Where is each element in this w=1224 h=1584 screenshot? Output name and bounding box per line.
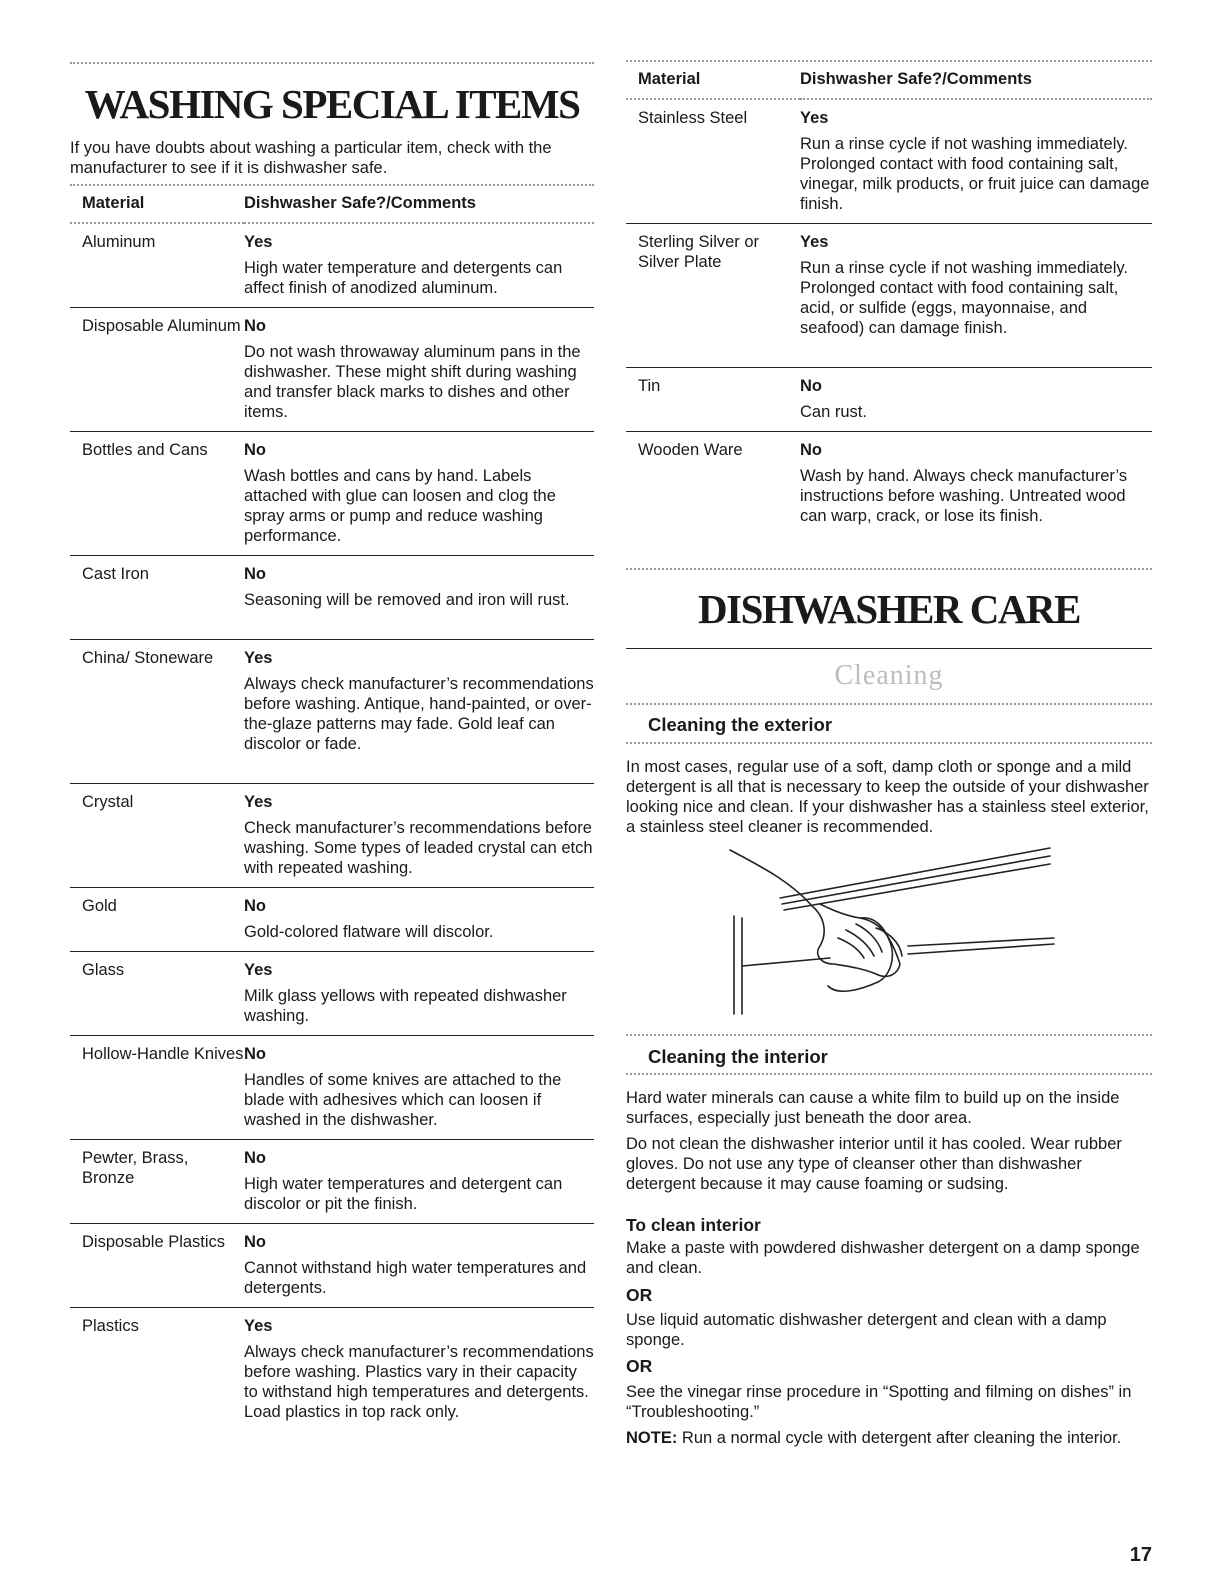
step-2: Use liquid automatic dishwasher detergent and clean with a damp sponge. bbox=[626, 1311, 1107, 1349]
material-cell: Crystal bbox=[82, 792, 134, 811]
safe-value: No bbox=[244, 1232, 266, 1251]
comment-text: Always check manufacturer’s recommendations before washing. Plastics vary in their capacity to withstand high temperatures and detergents. Load plastics in top rack only. bbox=[244, 1342, 594, 1421]
comment-text: Cannot withstand high water temperatures and detergents. bbox=[244, 1258, 587, 1297]
note-label: NOTE: bbox=[626, 1429, 678, 1447]
comment-text: Run a rinse cycle if not washing immediately. Prolonged contact with food containing salt, acid, or sulfide (eggs, mayonnaise, and seafood) can damage finish. bbox=[800, 258, 1129, 337]
interior-heading: Cleaning the interior bbox=[648, 1046, 828, 1067]
safe-value: No bbox=[244, 1148, 266, 1167]
col-header-material: Material bbox=[82, 194, 145, 212]
comment-text: High water temperature and detergents can affect finish of anodized aluminum. bbox=[244, 259, 563, 297]
exterior-rule-top bbox=[626, 703, 1152, 705]
comment-cell bbox=[244, 639, 594, 783]
comment-cell bbox=[244, 307, 594, 431]
interior-text-2: Do not clean the dishwasher interior until it has cooled. Wear rubber gloves. Do not use any type of cleanser other than dishwasher detergent because it may cause foaming or sudsing. bbox=[626, 1135, 1122, 1193]
interior-text-1: Hard water minerals can cause a white film to build up on the inside surfaces, especially just beneath the door area. bbox=[626, 1089, 1120, 1127]
comment-cell bbox=[244, 1307, 594, 1449]
table-row bbox=[70, 431, 594, 555]
or-label-2: OR bbox=[626, 1356, 653, 1376]
comment-text: Always check manufacturer’s recommendations before washing. Antique, hand-painted, or over-the-glaze patterns may fade. Gold leaf can discolor or fade. bbox=[244, 674, 594, 753]
material-cell: Sterling Silver or Silver Plate bbox=[638, 232, 760, 271]
comment-text: Check manufacturer’s recommendations before washing. Some types of leaded crystal can etch with repeated washing. bbox=[244, 818, 593, 877]
material-cell: China/ Stoneware bbox=[82, 648, 214, 667]
comment-text: Handles of some knives are attached to the blade with adhesives which can loosen if washed in the dishwasher. bbox=[244, 1070, 562, 1129]
table-row bbox=[626, 223, 1152, 367]
to-clean-heading: To clean interior bbox=[626, 1215, 761, 1235]
interior-rule-bottom bbox=[626, 1073, 1152, 1075]
note bbox=[626, 1428, 1152, 1448]
material-cell: Wooden Ware bbox=[638, 440, 743, 459]
safe-value: No bbox=[800, 376, 822, 395]
safe-value: No bbox=[244, 440, 266, 459]
safe-value: Yes bbox=[244, 1316, 273, 1335]
step-1: Make a paste with powdered dishwasher detergent on a damp sponge and clean. bbox=[626, 1239, 1140, 1277]
material-cell: Pewter, Brass, Bronze bbox=[82, 1148, 189, 1187]
interior-rule-top bbox=[626, 1034, 1152, 1036]
materials-table bbox=[70, 193, 594, 1449]
table-row bbox=[626, 431, 1152, 555]
material-cell: Tin bbox=[638, 376, 661, 395]
safe-value: Yes bbox=[244, 233, 273, 251]
top-dotted-rule bbox=[70, 62, 594, 64]
material-cell: Stainless Steel bbox=[638, 109, 748, 127]
comment-cell bbox=[244, 887, 594, 951]
section-title: WASHING SPECIAL ITEMS bbox=[84, 81, 580, 127]
material-cell: Aluminum bbox=[82, 233, 156, 251]
wiping-illustration bbox=[720, 846, 1056, 1018]
safe-value: Yes bbox=[244, 648, 273, 667]
table-row bbox=[70, 1223, 594, 1307]
comment-cell bbox=[244, 1223, 594, 1307]
comment-text: Milk glass yellows with repeated dishwasher washing. bbox=[244, 986, 567, 1025]
comment-cell bbox=[244, 1035, 594, 1139]
comment-cell bbox=[800, 223, 1152, 367]
safe-value: No bbox=[244, 316, 266, 335]
table-row bbox=[70, 555, 594, 639]
step-3: See the vinegar rinse procedure in “Spotting and filming on dishes” in “Troubleshooting.” bbox=[626, 1383, 1132, 1421]
table-row bbox=[70, 887, 594, 951]
safe-value: Yes bbox=[244, 792, 273, 811]
table-row bbox=[70, 1035, 594, 1139]
table-row bbox=[70, 307, 594, 431]
comment-text: Seasoning will be removed and iron will rust. bbox=[244, 590, 570, 609]
comment-cell bbox=[800, 367, 1152, 431]
col-header-safe: Dishwasher Safe?/Comments bbox=[244, 194, 476, 212]
table-row bbox=[70, 639, 594, 783]
table-row bbox=[626, 367, 1152, 431]
comment-text: High water temperatures and detergent can discolor or pit the finish. bbox=[244, 1174, 563, 1213]
material-cell: Bottles and Cans bbox=[82, 440, 208, 459]
table-row bbox=[70, 223, 594, 307]
header-dotted-rule bbox=[70, 184, 594, 186]
or-label-1: OR bbox=[626, 1285, 653, 1305]
comment-cell bbox=[244, 223, 594, 307]
col-header-safe: Dishwasher Safe?/Comments bbox=[800, 70, 1032, 88]
comment-cell bbox=[244, 783, 594, 887]
panel-top-line bbox=[780, 848, 1050, 898]
sponge-cloth bbox=[828, 918, 892, 991]
page-number: 17 bbox=[1129, 1544, 1152, 1566]
col-header-material: Material bbox=[638, 70, 701, 88]
safe-value: No bbox=[244, 896, 266, 915]
exterior-heading: Cleaning the exterior bbox=[648, 714, 833, 735]
comment-cell bbox=[800, 431, 1152, 555]
safe-value: Yes bbox=[244, 960, 273, 979]
table-row bbox=[70, 951, 594, 1035]
comment-cell bbox=[244, 951, 594, 1035]
materials-table-continued bbox=[626, 69, 1152, 555]
material-cell: Glass bbox=[82, 960, 125, 979]
intro-text: If you have doubts about washing a particular item, check with the manufacturer to see if it is dishwasher safe. bbox=[70, 139, 552, 177]
table-row bbox=[626, 99, 1152, 223]
comment-text: Gold-colored flatware will discolor. bbox=[244, 922, 494, 941]
comment-cell bbox=[800, 99, 1152, 223]
table-row bbox=[70, 783, 594, 887]
table-row bbox=[70, 1307, 594, 1449]
safe-value: Yes bbox=[800, 232, 829, 251]
material-cell: Disposable Aluminum bbox=[82, 316, 241, 335]
safe-value: No bbox=[800, 440, 822, 459]
note-text: Run a normal cycle with detergent after cleaning the interior. bbox=[677, 1429, 1122, 1447]
comment-text: Wash bottles and cans by hand. Labels attached with glue can loosen and clog the spray arms or pump and reduce washing performance. bbox=[244, 466, 556, 545]
care-dotted-rule bbox=[626, 568, 1152, 570]
comment-cell bbox=[244, 1139, 594, 1223]
exterior-text: In most cases, regular use of a soft, damp cloth or sponge and a mild detergent is all that is necessary to keep the outside of your dishwasher looking nice and clean. If your dishwasher has a stainless steel exterior, a stainless steel cleaner is recommended. bbox=[626, 758, 1149, 836]
hand-outline bbox=[730, 850, 900, 976]
exterior-rule-bottom bbox=[626, 742, 1152, 744]
comment-text: Run a rinse cycle if not washing immediately. Prolonged contact with food containing salt, vinegar, milk products, or fruit juice can damage finish. bbox=[800, 135, 1150, 213]
table-row bbox=[70, 1139, 594, 1223]
material-cell: Cast Iron bbox=[82, 564, 149, 583]
safe-value: No bbox=[244, 564, 266, 583]
comment-text: Can rust. bbox=[800, 402, 867, 421]
top-dotted-rule-right bbox=[626, 60, 1152, 62]
material-cell: Plastics bbox=[82, 1316, 139, 1335]
safe-value: Yes bbox=[800, 109, 829, 127]
material-cell: Disposable Plastics bbox=[82, 1232, 226, 1251]
comment-text: Do not wash throwaway aluminum pans in the dishwasher. These might shift during washing and transfer black marks to dishes and other items. bbox=[244, 342, 581, 421]
cleaning-label: Cleaning bbox=[834, 660, 944, 691]
material-cell: Hollow-Handle Knives bbox=[82, 1044, 244, 1063]
comment-text: Wash by hand. Always check manufacturer’s instructions before washing. Untreated wood can warp, crack, or lose its finish. bbox=[800, 466, 1128, 525]
comment-cell bbox=[244, 555, 594, 639]
care-rule bbox=[626, 648, 1152, 649]
care-title: DISHWASHER CARE bbox=[698, 586, 1080, 632]
comment-cell bbox=[244, 431, 594, 555]
material-cell: Gold bbox=[82, 896, 117, 915]
safe-value: No bbox=[244, 1044, 266, 1063]
